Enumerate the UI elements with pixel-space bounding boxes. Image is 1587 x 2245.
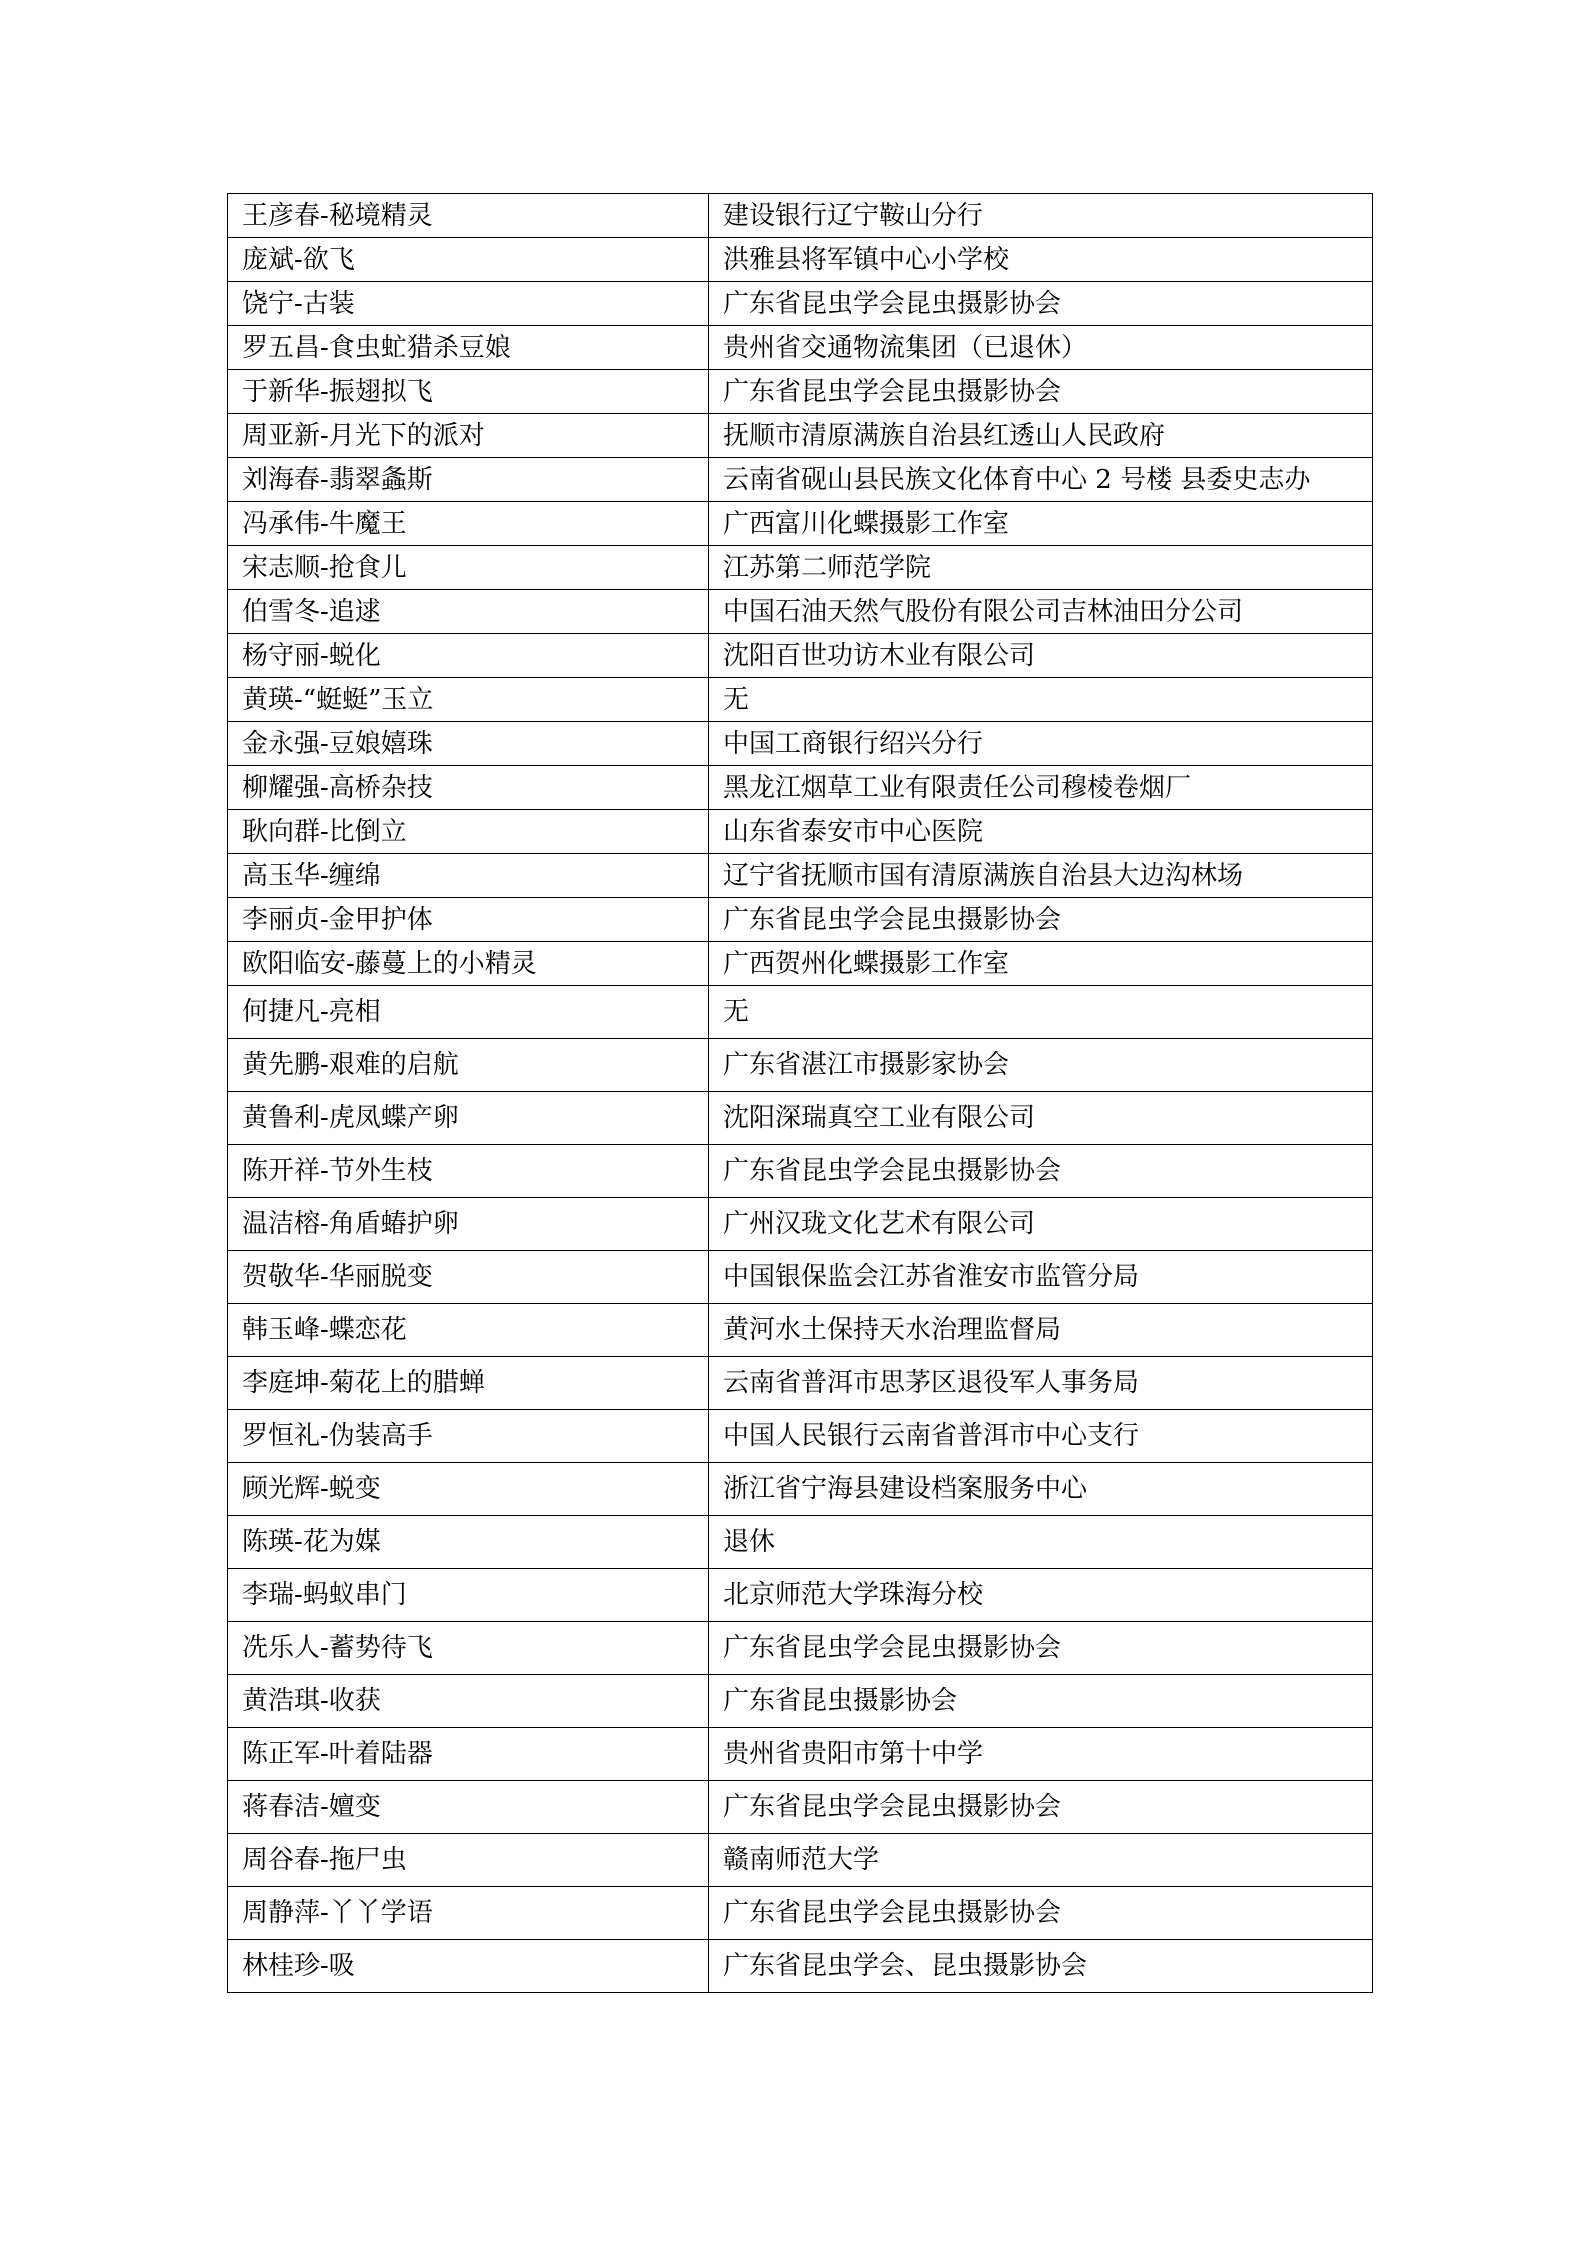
table-row: [228, 1781, 1373, 1834]
entry-cell: 伯雪冬-追逑: [228, 590, 709, 634]
unit-cell: 山东省泰安市中心医院: [709, 810, 1373, 854]
unit-cell: 沈阳百世功访木业有限公司: [709, 634, 1373, 678]
table-row: [228, 458, 1373, 502]
entry-cell: 李瑞-蚂蚁串门: [228, 1569, 709, 1622]
entry-cell: 黄浩琪-收获: [228, 1675, 709, 1728]
unit-cell: 赣南师范大学: [709, 1834, 1373, 1887]
entry-cell: 冯承伟-牛魔王: [228, 502, 709, 546]
unit-cell: 贵州省交通物流集团（已退休）: [709, 326, 1373, 370]
table-row: [228, 986, 1373, 1039]
unit-cell: 建设银行辽宁鞍山分行: [709, 194, 1373, 238]
table-row: [228, 1834, 1373, 1887]
table-row: [228, 1516, 1373, 1569]
unit-cell: 广东省昆虫学会昆虫摄影协会: [709, 1145, 1373, 1198]
unit-cell: 无: [709, 678, 1373, 722]
entry-cell: 于新华-振翅拟飞: [228, 370, 709, 414]
entry-cell: 王彦春-秘境精灵: [228, 194, 709, 238]
table-row: [228, 1569, 1373, 1622]
unit-cell: 黄河水土保持天水治理监督局: [709, 1304, 1373, 1357]
entry-cell: 黄先鹏-艰难的启航: [228, 1039, 709, 1092]
entry-cell: 顾光辉-蜕变: [228, 1463, 709, 1516]
entry-cell: 蒋春洁-嬗变: [228, 1781, 709, 1834]
entry-cell: 陈瑛-花为媒: [228, 1516, 709, 1569]
entry-cell: 李庭坤-菊花上的腊蝉: [228, 1357, 709, 1410]
unit-cell: 广西贺州化蝶摄影工作室: [709, 942, 1373, 986]
table-row: [228, 810, 1373, 854]
table-row: [228, 1198, 1373, 1251]
unit-cell: 浙江省宁海县建设档案服务中心: [709, 1463, 1373, 1516]
unit-cell: 广东省昆虫学会昆虫摄影协会: [709, 282, 1373, 326]
unit-cell: 广西富川化蝶摄影工作室: [709, 502, 1373, 546]
entry-cell: 贺敬华-华丽脱变: [228, 1251, 709, 1304]
table-row: [228, 546, 1373, 590]
entry-cell: 周谷春-拖尸虫: [228, 1834, 709, 1887]
unit-cell: 中国银保监会江苏省淮安市监管分局: [709, 1251, 1373, 1304]
entry-cell: 庞斌-欲飞: [228, 238, 709, 282]
unit-cell: 抚顺市清原满族自治县红透山人民政府: [709, 414, 1373, 458]
table-row: [228, 854, 1373, 898]
unit-cell: 云南省砚山县民族文化体育中心 2 号楼 县委史志办: [709, 458, 1373, 502]
unit-cell: 贵州省贵阳市第十中学: [709, 1728, 1373, 1781]
entry-cell: 柳耀强-高桥杂技: [228, 766, 709, 810]
table-row: [228, 590, 1373, 634]
entry-cell: 黄鲁利-虎凤蝶产卵: [228, 1092, 709, 1145]
unit-cell: 云南省普洱市思茅区退役军人事务局: [709, 1357, 1373, 1410]
table-row: [228, 238, 1373, 282]
table-row: [228, 1940, 1373, 1993]
unit-cell: 洪雅县将军镇中心小学校: [709, 238, 1373, 282]
table-row: [228, 1304, 1373, 1357]
table-row: [228, 194, 1373, 238]
table-row: [228, 942, 1373, 986]
entry-cell: 耿向群-比倒立: [228, 810, 709, 854]
unit-cell: 沈阳深瑞真空工业有限公司: [709, 1092, 1373, 1145]
entry-cell: 陈开祥-节外生枝: [228, 1145, 709, 1198]
entry-cell: 罗五昌-食虫虻猎杀豆娘: [228, 326, 709, 370]
table-row: [228, 1357, 1373, 1410]
entry-cell: 温洁榕-角盾蝽护卵: [228, 1198, 709, 1251]
table-row: [228, 282, 1373, 326]
unit-cell: 广东省昆虫学会昆虫摄影协会: [709, 370, 1373, 414]
table-row: [228, 1145, 1373, 1198]
entry-cell: 罗恒礼-伪装高手: [228, 1410, 709, 1463]
table-row: [228, 1092, 1373, 1145]
unit-cell: 广东省昆虫学会昆虫摄影协会: [709, 898, 1373, 942]
entry-cell: 林桂珍-吸: [228, 1940, 709, 1993]
table-row: [228, 678, 1373, 722]
entry-cell: 欧阳临安-藤蔓上的小精灵: [228, 942, 709, 986]
unit-cell: 北京师范大学珠海分校: [709, 1569, 1373, 1622]
table-row: [228, 414, 1373, 458]
unit-cell: 广东省昆虫学会昆虫摄影协会: [709, 1622, 1373, 1675]
table-row: [228, 326, 1373, 370]
unit-cell: 中国人民银行云南省普洱市中心支行: [709, 1410, 1373, 1463]
unit-cell: 中国石油天然气股份有限公司吉林油田分公司: [709, 590, 1373, 634]
entry-cell: 韩玉峰-蝶恋花: [228, 1304, 709, 1357]
entry-cell: 饶宁-古装: [228, 282, 709, 326]
table-row: [228, 502, 1373, 546]
table-row: [228, 1622, 1373, 1675]
unit-cell: 广州汉珑文化艺术有限公司: [709, 1198, 1373, 1251]
unit-cell: 黑龙江烟草工业有限责任公司穆棱卷烟厂: [709, 766, 1373, 810]
table-row: [228, 722, 1373, 766]
table-row: [228, 1039, 1373, 1092]
unit-cell: 广东省昆虫学会昆虫摄影协会: [709, 1781, 1373, 1834]
entry-cell: 陈正军-叶着陆器: [228, 1728, 709, 1781]
entry-cell: 宋志顺-抢食儿: [228, 546, 709, 590]
entry-cell: 黄瑛-“蜓蜓”玉立: [228, 678, 709, 722]
unit-cell: 广东省昆虫学会、昆虫摄影协会: [709, 1940, 1373, 1993]
entry-cell: 何捷凡-亮相: [228, 986, 709, 1039]
table-row: [228, 1410, 1373, 1463]
entry-cell: 周静萍-丫丫学语: [228, 1887, 709, 1940]
award-list-body: [228, 194, 1373, 1993]
table-row: [228, 1463, 1373, 1516]
table-row: [228, 898, 1373, 942]
entry-cell: 高玉华-缠绵: [228, 854, 709, 898]
table-row: [228, 370, 1373, 414]
table-row: [228, 1728, 1373, 1781]
unit-cell: 辽宁省抚顺市国有清原满族自治县大边沟林场: [709, 854, 1373, 898]
entry-cell: 李丽贞-金甲护体: [228, 898, 709, 942]
entry-cell: 周亚新-月光下的派对: [228, 414, 709, 458]
unit-cell: 无: [709, 986, 1373, 1039]
entry-cell: 刘海春-翡翠螽斯: [228, 458, 709, 502]
entry-cell: 杨守丽-蜕化: [228, 634, 709, 678]
table-row: [228, 634, 1373, 678]
unit-cell: 江苏第二师范学院: [709, 546, 1373, 590]
table-row: [228, 1251, 1373, 1304]
unit-cell: 退休: [709, 1516, 1373, 1569]
table-row: [228, 766, 1373, 810]
unit-cell: 中国工商银行绍兴分行: [709, 722, 1373, 766]
table-row: [228, 1887, 1373, 1940]
unit-cell: 广东省昆虫摄影协会: [709, 1675, 1373, 1728]
unit-cell: 广东省昆虫学会昆虫摄影协会: [709, 1887, 1373, 1940]
table-row: [228, 1675, 1373, 1728]
entry-cell: 冼乐人-蓄势待飞: [228, 1622, 709, 1675]
award-list-table: [227, 193, 1373, 1993]
entry-cell: 金永强-豆娘嬉珠: [228, 722, 709, 766]
unit-cell: 广东省湛江市摄影家协会: [709, 1039, 1373, 1092]
